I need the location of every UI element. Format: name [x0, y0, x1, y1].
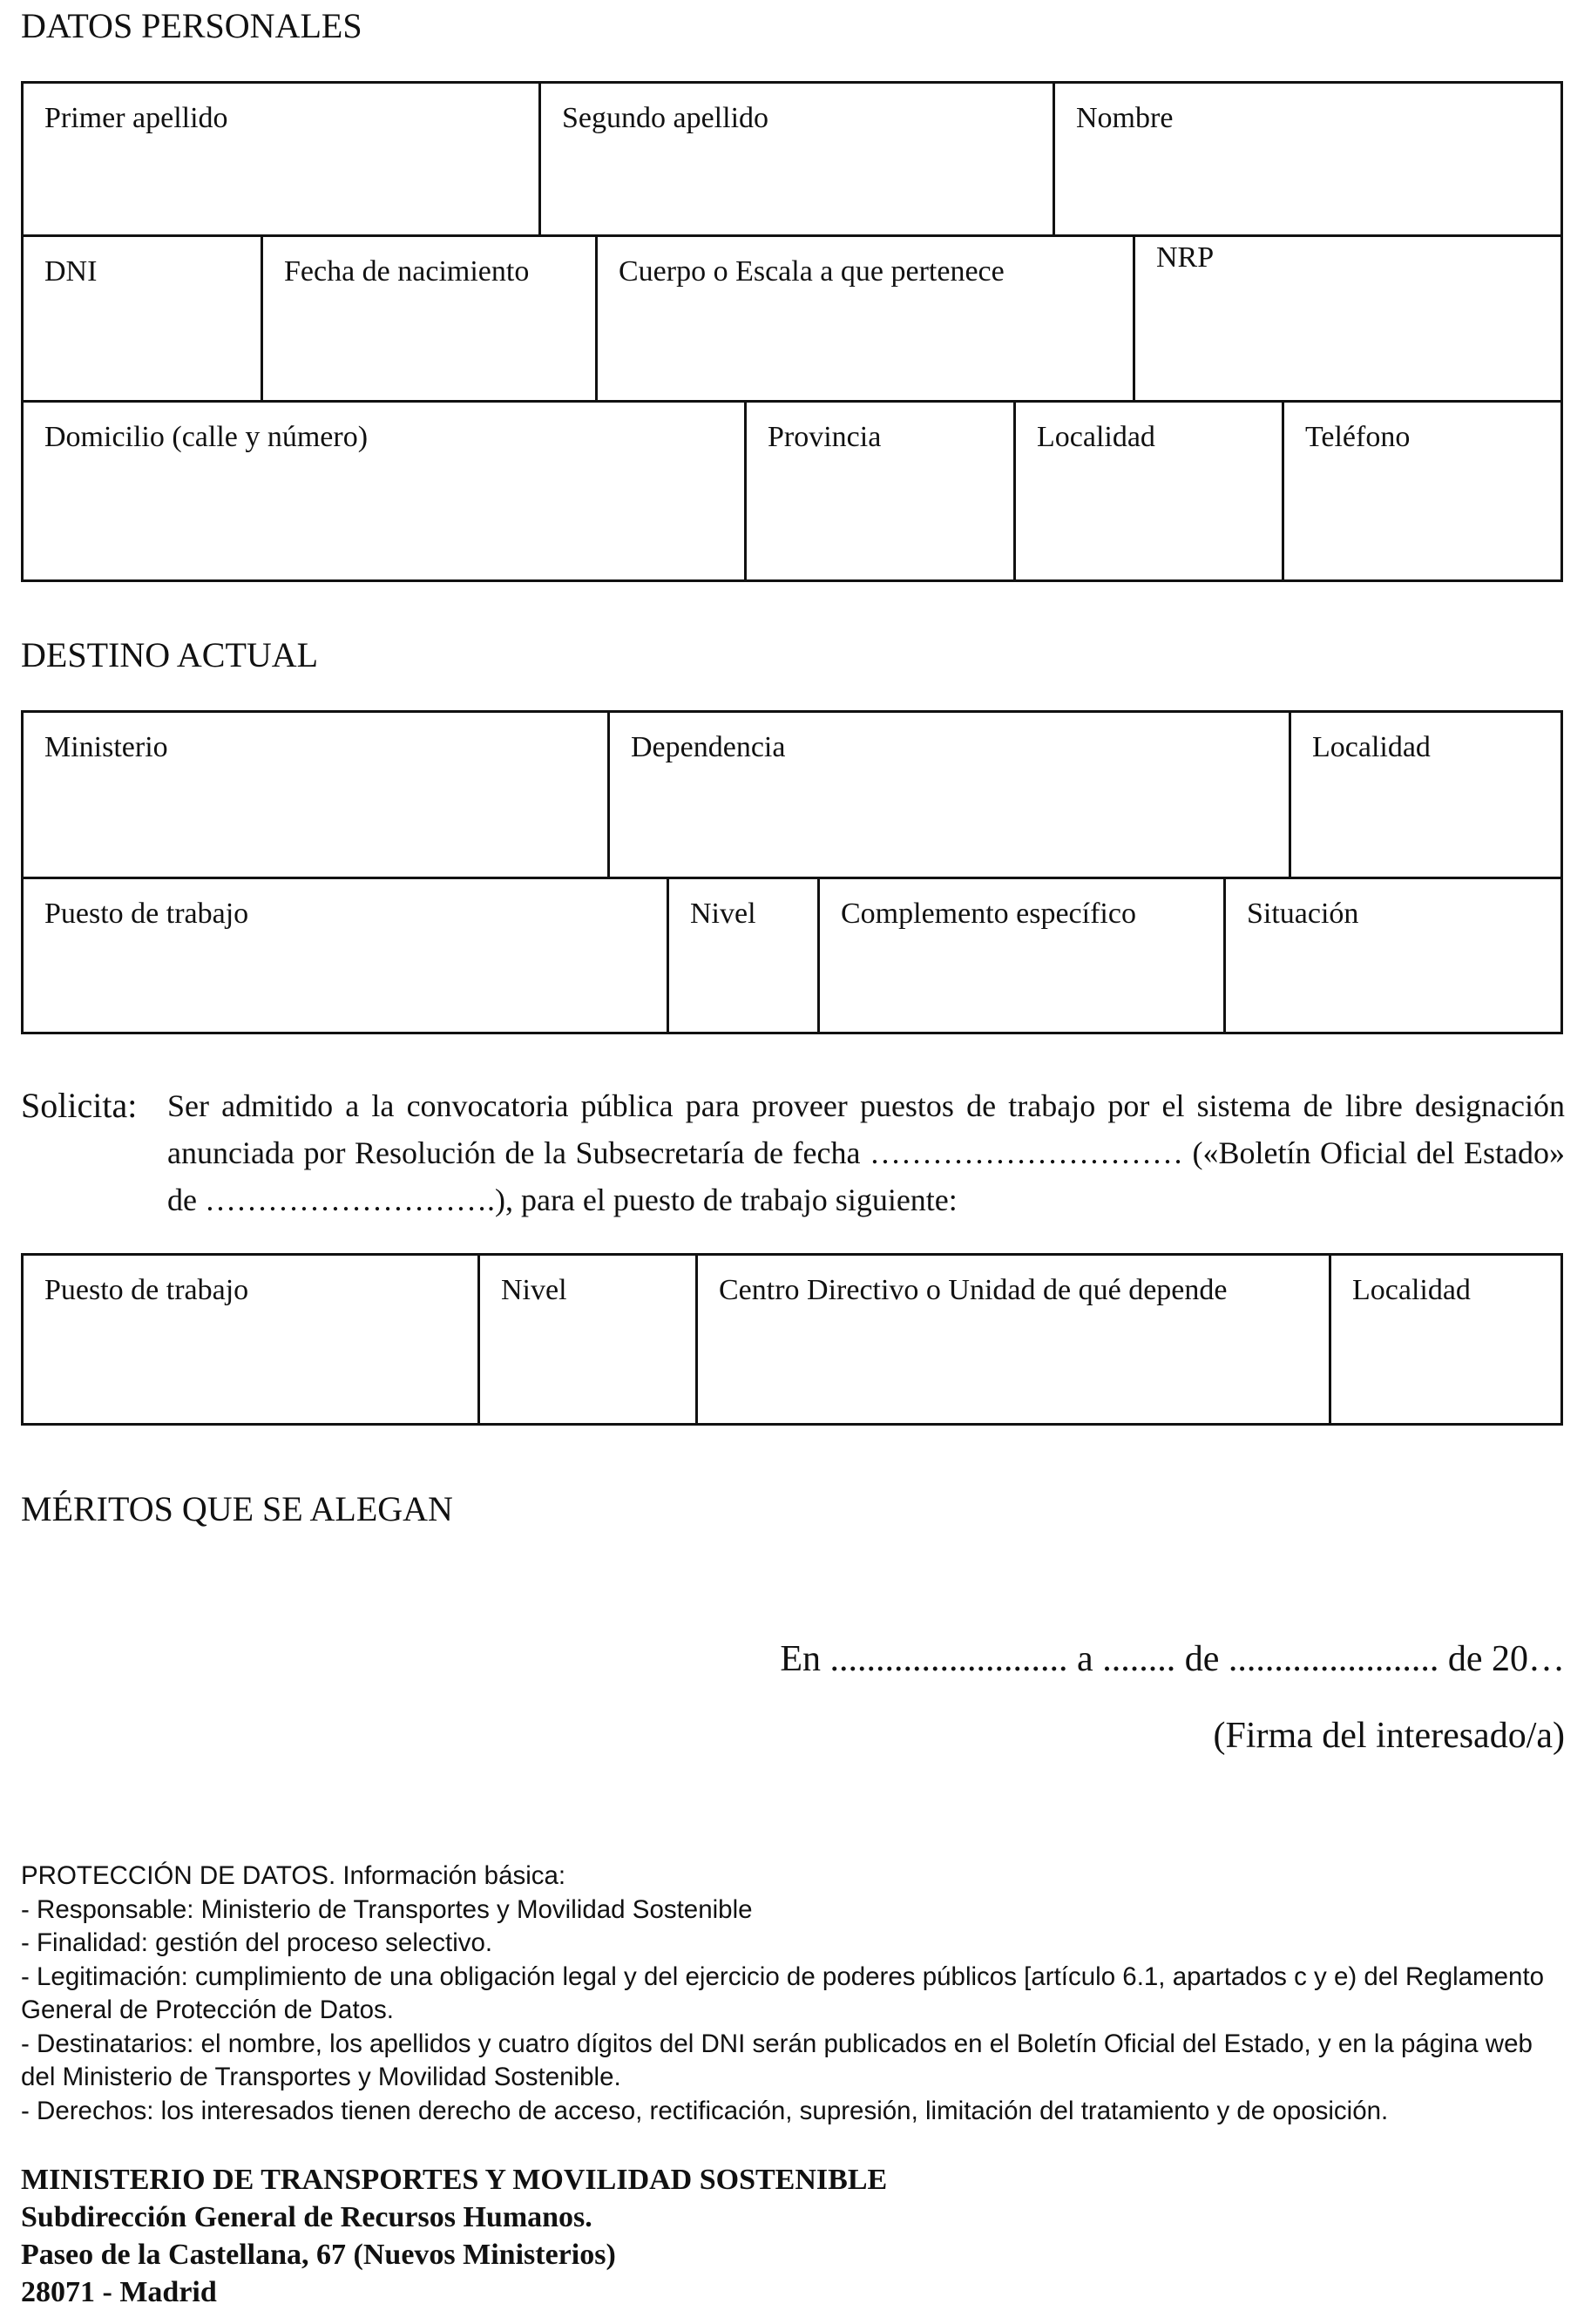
destino-actual-row-1: [24, 713, 1560, 877]
field-fecha-nacimiento[interactable]: Fecha de nacimiento: [261, 237, 595, 400]
field-ministerio[interactable]: Ministerio: [44, 731, 168, 763]
field-localidad[interactable]: Localidad: [1013, 403, 1282, 579]
signature-label: (Firma del interesado/a): [1213, 1716, 1565, 1756]
privacy-derechos: - Derechos: los interesados tienen derecho de acceso, rectificación, supresión, limitación del tratamiento y de oposición.: [21, 2096, 1389, 2125]
privacy-legitimacion: - Legitimación: cumplimiento de una obligación legal y del ejercicio de poderes públicos [artículo 6.1, apartados c y e) del Reglamento General de Protección de Datos.: [21, 1962, 1545, 2024]
ministry-address: [21, 2161, 887, 2311]
address-city: 28071 - Madrid: [21, 2276, 217, 2308]
privacy-responsable: - Responsable: Ministerio de Transportes y Movilidad Sostenible: [21, 1894, 753, 1924]
field-centro-directivo[interactable]: Centro Directivo o Unidad de qué depende: [695, 1256, 1329, 1423]
field-segundo-apellido[interactable]: Segundo apellido: [538, 84, 1053, 234]
field-cuerpo-escala[interactable]: Cuerpo o Escala a que pertenece: [595, 237, 1133, 400]
solicita-text: Ser admitido a la convocatoria pública para proveer puestos de trabajo por el sistema de libre designación anunciada por Resolución de la Subsecretaría de fecha ………………………… («Boletín Oficial del Estado» de ……………………….), para el puesto de trabajo siguiente:: [167, 1088, 1565, 1217]
privacy-destinatarios: - Destinatarios: el nombre, los apellidos y cuatro dígitos del DNI serán publicados en el Boletín Oficial del Estado, y en la página web del Ministerio de Transportes y Movilidad Sostenible.: [21, 2029, 1533, 2091]
field-dependencia[interactable]: Dependencia: [607, 713, 1289, 877]
field-telefono[interactable]: Teléfono: [1282, 403, 1560, 579]
ministry-name: MINISTERIO DE TRANSPORTES Y MOVILIDAD SOSTENIBLE: [21, 2164, 888, 2196]
field-provincia[interactable]: Provincia: [744, 403, 1013, 579]
field-puesto-solicitado[interactable]: Puesto de trabajo: [44, 1274, 249, 1306]
field-dni[interactable]: DNI: [44, 255, 98, 288]
datos-personales-row-2: [24, 234, 1560, 400]
destino-actual-table: [21, 710, 1563, 1034]
puesto-solicitado-row: [24, 1256, 1560, 1423]
solicitud-block: [21, 1082, 1565, 1223]
field-localidad-destino[interactable]: Localidad: [1289, 713, 1560, 877]
field-domicilio[interactable]: Domicilio (calle y número): [44, 421, 369, 453]
datos-personales-table: [21, 81, 1563, 582]
field-nivel[interactable]: Nivel: [667, 879, 817, 1032]
field-complemento-especifico[interactable]: Complemento específico: [817, 879, 1223, 1032]
address-street: Paseo de la Castellana, 67 (Nuevos Ministerios): [21, 2239, 616, 2271]
section-title-datos-personales: DATOS PERSONALES: [21, 6, 362, 45]
field-nivel-solicitado[interactable]: Nivel: [477, 1256, 695, 1423]
field-primer-apellido[interactable]: Primer apellido: [44, 102, 228, 134]
section-title-meritos: MÉRITOS QUE SE ALEGAN: [21, 1489, 453, 1528]
privacy-finalidad: - Finalidad: gestión del proceso selectivo.: [21, 1928, 493, 1957]
field-nrp[interactable]: NRP: [1133, 237, 1560, 400]
solicita-label: Solicita:: [21, 1086, 138, 1125]
field-situacion[interactable]: Situación: [1223, 879, 1560, 1032]
privacy-heading: PROTECCIÓN DE DATOS. Información básica:: [21, 1861, 566, 1890]
field-localidad-solicitada[interactable]: Localidad: [1329, 1256, 1560, 1423]
section-title-destino-actual: DESTINO ACTUAL: [21, 635, 319, 674]
date-place-line[interactable]: En .......................... a ........ de ....................... de 20…: [780, 1639, 1565, 1679]
datos-personales-row-1: [24, 84, 1560, 234]
subdirection-name: Subdirección General de Recursos Humanos.: [21, 2201, 592, 2233]
puesto-solicitado-table: [21, 1253, 1563, 1426]
datos-personales-row-3: [24, 400, 1560, 579]
data-protection-notice: [21, 1860, 1565, 2128]
destino-actual-row-2: [24, 877, 1560, 1032]
field-nombre[interactable]: Nombre: [1053, 84, 1560, 234]
field-puesto-trabajo[interactable]: Puesto de trabajo: [44, 898, 249, 930]
